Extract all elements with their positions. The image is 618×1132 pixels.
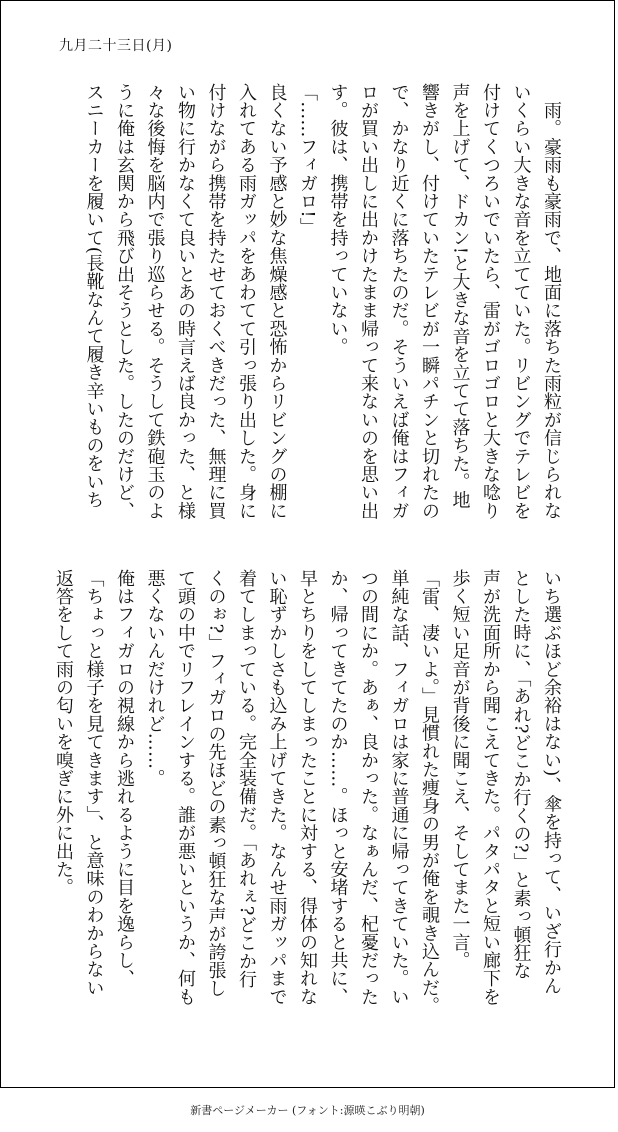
- text-line: スニーカーを履いて(長靴なんて履き辛いものをいち: [83, 83, 105, 509]
- text-line: 着てしまっている。完全装備だ。「あれぇ?どこか行: [236, 569, 257, 989]
- text-line: いち選ぶほど余裕はない)、傘を持って、いざ行かん: [541, 569, 562, 995]
- text-line: 単純な話、フィガロは家に普通に帰ってきていた。い: [388, 569, 410, 1006]
- text-line: 歩く短い足音が背後に聞こえ、そしてまた一言。: [449, 569, 471, 970]
- text-line: 々な後悔を脳内で張り巡らせる。そうして鉄砲玉のよ: [144, 83, 166, 520]
- text-line: 声を上げて、ドカン!と大きな音を立てて落ちた。地: [449, 83, 471, 510]
- text-line: 良くない予感と妙な焦燥感と恐怖からリビングの棚に: [266, 83, 288, 520]
- text-line: 入れてある雨ガッパをあわてて引っ張り出した。身に: [236, 83, 257, 520]
- text-line: 雨。豪雨も豪雨で、地面に落ちた雨粒が信じられな: [541, 83, 562, 520]
- text-line: か、帰ってきてたのか……。ほっと安堵すると共に、: [327, 569, 349, 1006]
- footer-credit: 新書ページメーカー (フォント:源暎こぶり明朝): [190, 1104, 425, 1117]
- text-line: 俺はフィガロの視線から逃れるように目を逸らし、: [114, 569, 135, 988]
- text-line: す。彼は、携帯を持っていない。: [327, 83, 349, 356]
- text-line: 悪くないんだけれど……。: [144, 569, 166, 788]
- text-line: 「ちょっと様子を見てきます」、と意味のわからない: [83, 569, 105, 997]
- diary-date: 九月二十三日(月): [59, 38, 173, 54]
- text-line: 付けながら携帯を持たせておくべきだった、無理に買: [205, 83, 227, 520]
- text-line: くのぉ?」フィガロの先ほどの素っ頓狂な声が誇張し: [205, 569, 227, 998]
- text-line: ロが買い出しに出かけたまま帰って来ないのを思い出: [358, 83, 379, 520]
- text-line: 「雷、凄いよ。」見慣れた痩身の男が俺を覗き込んだ。: [419, 569, 440, 1015]
- text-line: で、かなり近くに落ちたのだ。そういえば俺はフィガ: [388, 83, 410, 520]
- text-line: 声が洗面所から聞こえてきた。パタパタと短い廊下を: [480, 569, 501, 1006]
- lower-text-block: [53, 569, 566, 1015]
- text-line: 「……フィガロ!」: [297, 83, 318, 237]
- text-line: 返答をして雨の匂いを嗅ぎに外に出た。: [53, 569, 74, 897]
- text-line: い恥ずかしさも込み上げてきた。なんせ雨ガッパまで: [266, 569, 288, 1006]
- text-line: うに俺は玄関から飛び出そうとした。したのだけど、: [114, 83, 135, 520]
- text-line: 付けてくつろいでいたら、雷がゴロゴロと大きな唸り: [480, 83, 501, 520]
- text-line: い物に行かなくて良いとあの時言えば良かった、と様: [175, 83, 196, 520]
- text-line: つの間にか。あぁ、良かった。なぁんだ、杞憂だった: [358, 569, 379, 1006]
- text-line: いくらい大きな音を立てていた。リビングでテレビを: [510, 83, 532, 520]
- text-line: て頭の中でリフレインする。誰が悪いというか、何も: [175, 569, 196, 1006]
- upper-text-block: [56, 83, 566, 523]
- text-line: 早とちりをしてしまったことに対する、得体の知れな: [297, 569, 318, 1006]
- text-line: 響きがし、付けていたテレビが一瞬パチンと切れたの: [419, 83, 440, 520]
- text-line: とした時に、「あれ?どこか行くの?」と素っ頓狂な: [510, 569, 532, 981]
